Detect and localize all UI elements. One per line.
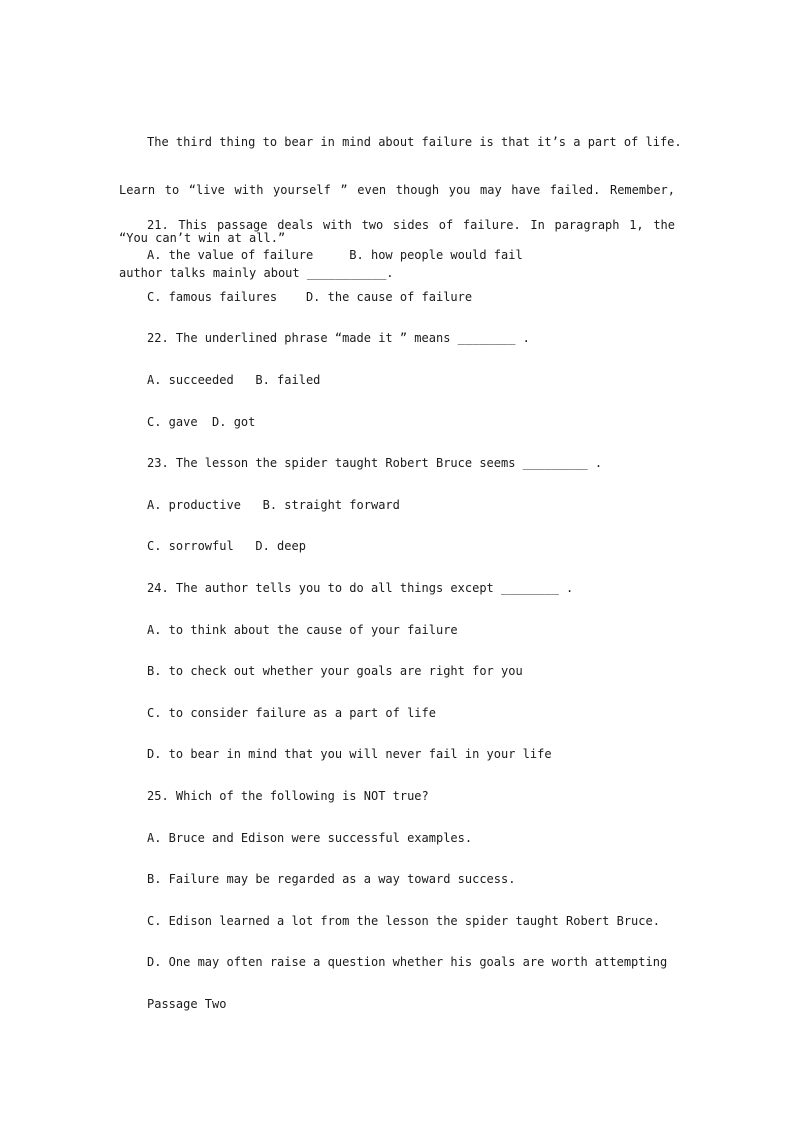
intro-line-2: Learn to “live with yourself ” even though you may have failed. Remember, xyxy=(119,183,675,197)
question-23-options-ab: A. productive B. straight forward xyxy=(147,498,400,512)
question-24-option-a: A. to think about the cause of your failure xyxy=(147,623,458,637)
question-21-options-cd: C. famous failures D. the cause of failure xyxy=(147,290,473,304)
question-25-option-a: A. Bruce and Edison were successful examples. xyxy=(147,831,473,845)
question-21-options-ab: A. the value of failure B. how people would fail xyxy=(147,248,523,262)
question-21 xyxy=(119,185,675,297)
question-23-stem: 23. The lesson the spider taught Robert Bruce seems _________ . xyxy=(147,456,603,470)
question-25-option-d: D. One may often raise a question whether his goals are worth attempting xyxy=(147,955,668,969)
question-23-options-cd: C. sorrowful D. deep xyxy=(147,539,306,553)
intro-line-3: “You can’t win at all.” xyxy=(119,231,286,245)
question-22-stem: 22. The underlined phrase “made it ” means ________ . xyxy=(147,331,530,345)
question-24-option-c: C. to consider failure as a part of life xyxy=(147,706,436,720)
question-21-stem-line-1: 21. This passage deals with two sides of failure. In paragraph 1, the xyxy=(147,218,675,232)
question-22-options-cd: C. gave D. got xyxy=(147,415,256,429)
question-25-option-c: C. Edison learned a lot from the lesson the spider taught Robert Bruce. xyxy=(147,914,660,928)
question-25-stem: 25. Which of the following is NOT true? xyxy=(147,789,429,803)
question-22-options-ab: A. succeeded B. failed xyxy=(147,373,321,387)
question-24-option-b: B. to check out whether your goals are right for you xyxy=(147,664,523,678)
intro-line-1: The third thing to bear in mind about failure is that it’s a part of life. xyxy=(147,135,682,149)
question-24-option-d: D. to bear in mind that you will never fail in your life xyxy=(147,747,552,761)
section-heading-passage-two: Passage Two xyxy=(147,997,227,1011)
question-25-option-b: B. Failure may be regarded as a way toward success. xyxy=(147,872,516,886)
question-24-stem: 24. The author tells you to do all things except ________ . xyxy=(147,581,574,595)
question-21-stem-line-2: author talks mainly about ___________. xyxy=(119,266,394,280)
